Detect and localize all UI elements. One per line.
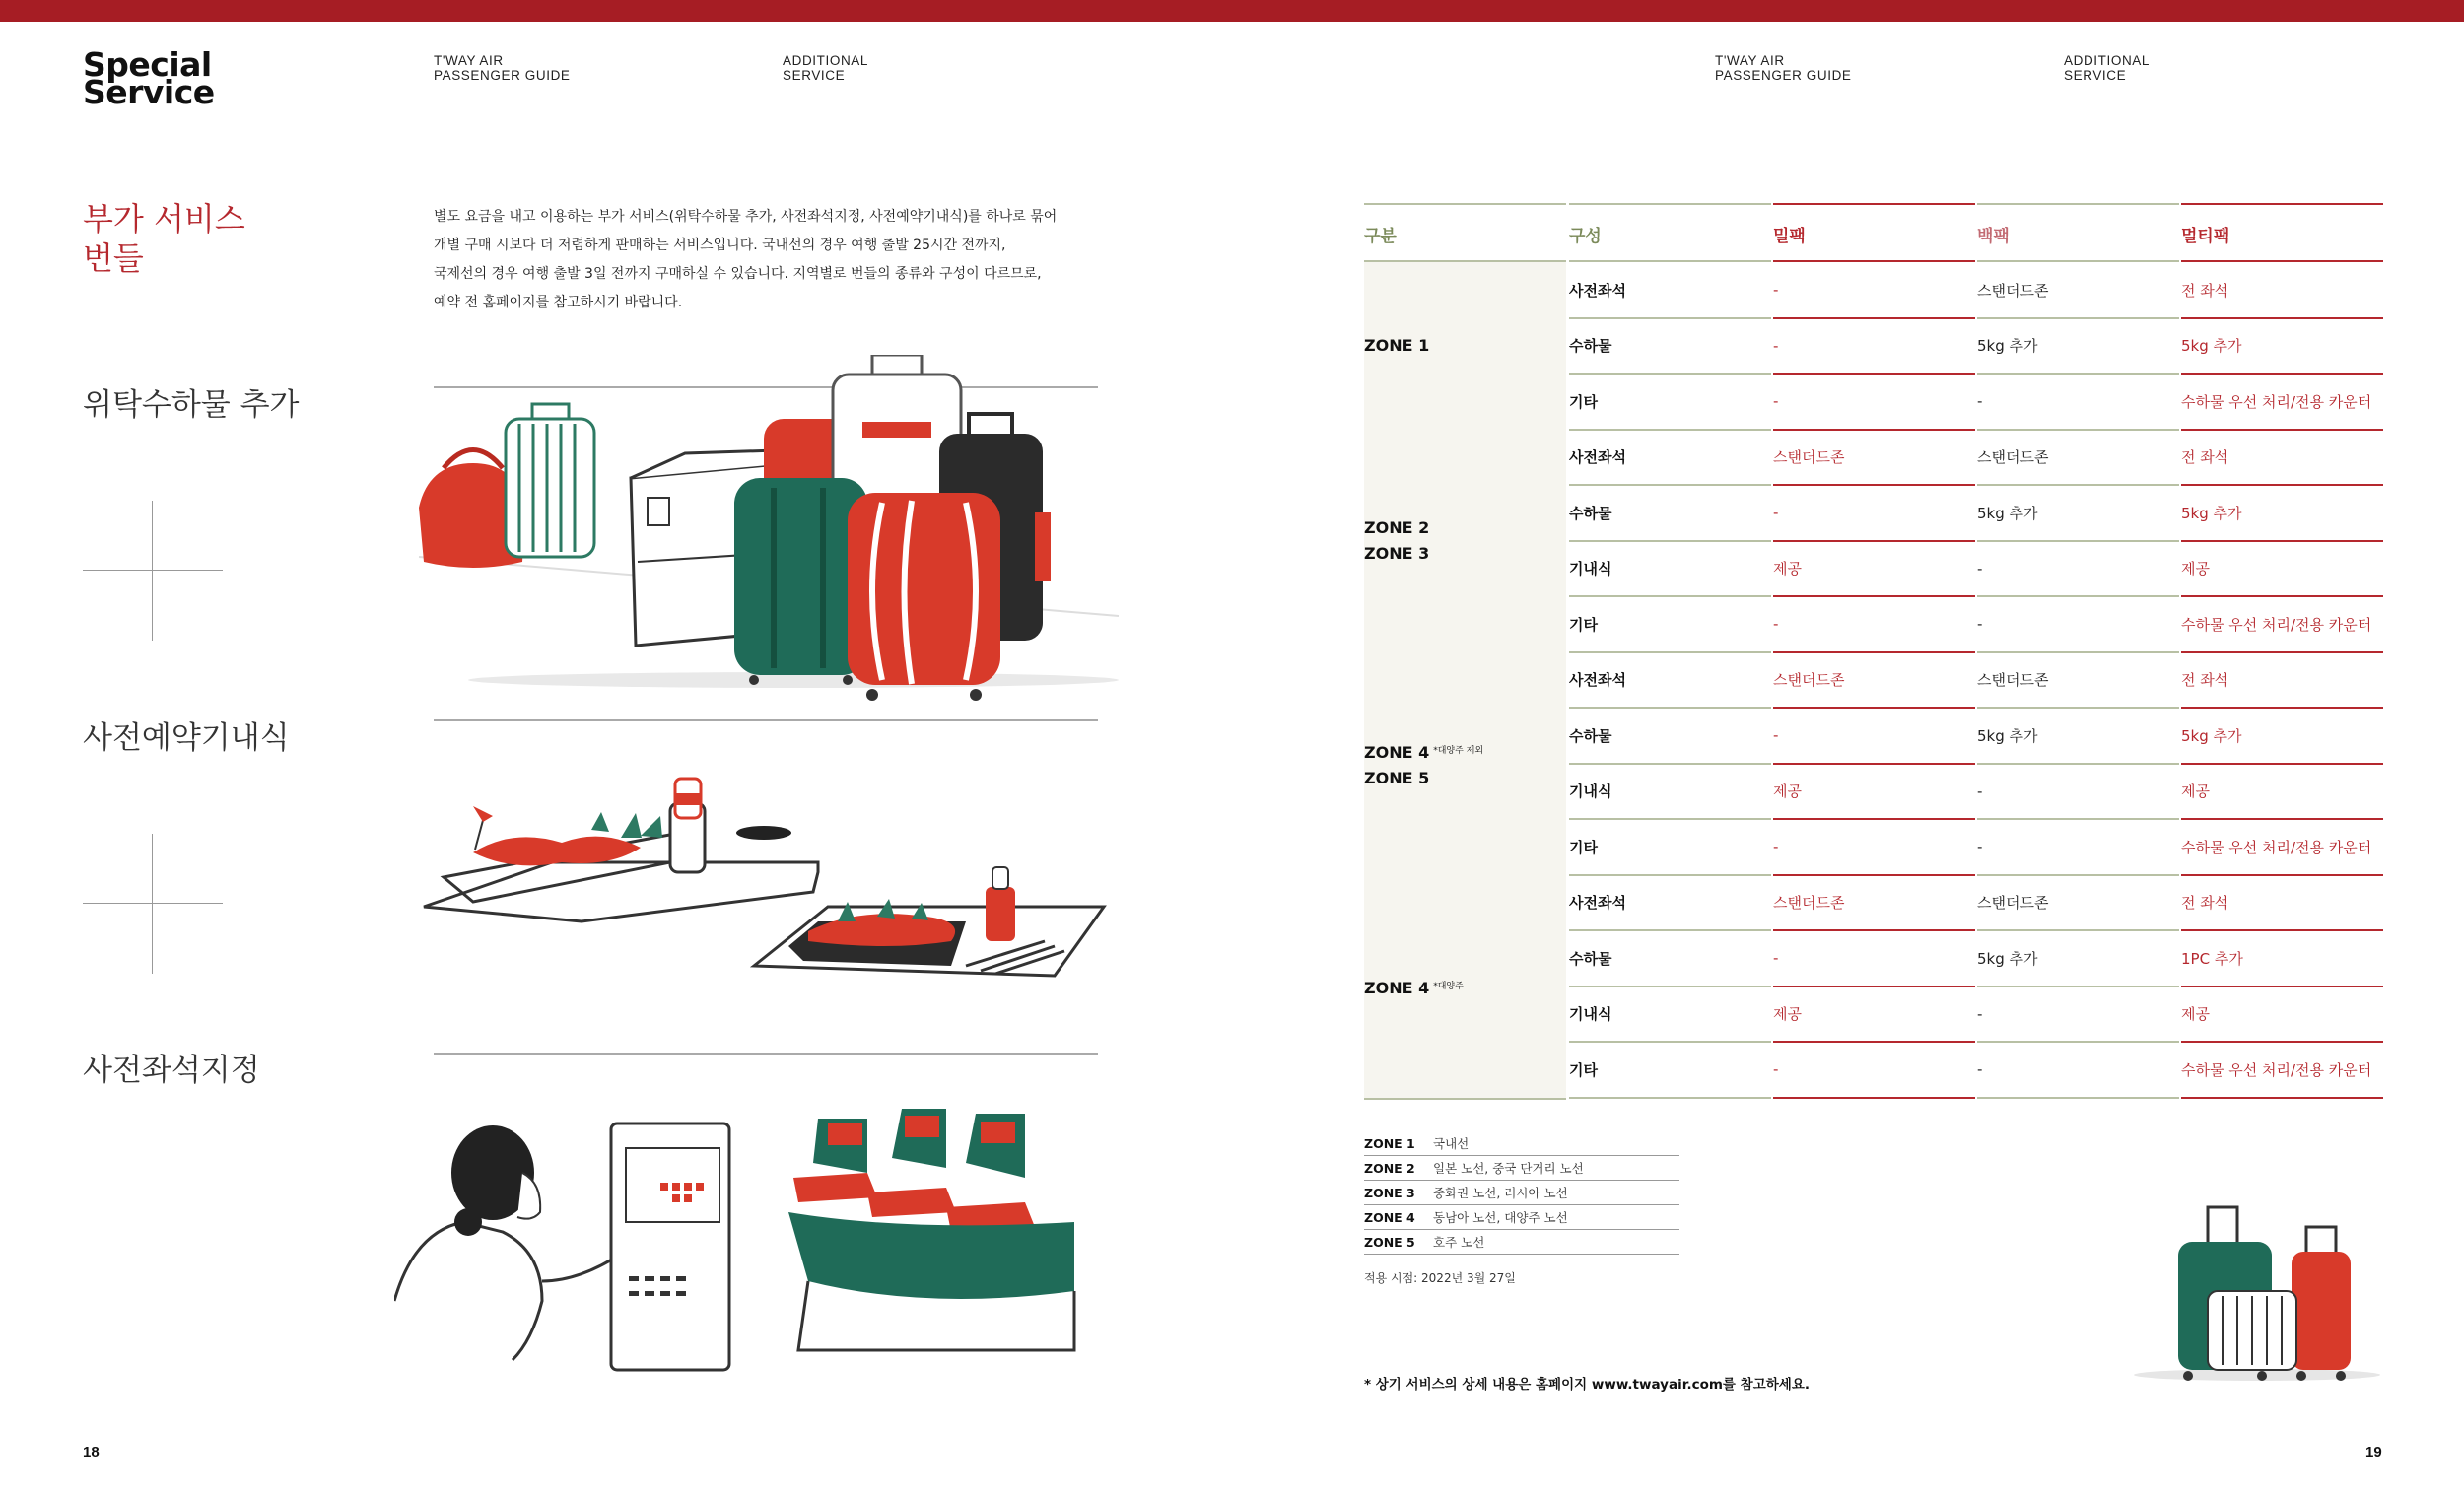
legend-row bbox=[1364, 1205, 1679, 1230]
table-cell: 기타 bbox=[1569, 615, 1598, 634]
table-cell: 수하물 우선 처리/전용 카운터 bbox=[2181, 838, 2372, 856]
zone-name: ZONE 4 bbox=[1364, 978, 1430, 997]
table-cell: 기타 bbox=[1569, 1060, 1598, 1079]
table-cell: 제공 bbox=[1773, 560, 1802, 579]
table-cell: 5kg 추가 bbox=[1977, 337, 2038, 356]
row-rule bbox=[2181, 1097, 2383, 1099]
zone-legend bbox=[1364, 1131, 1679, 1255]
cross-divider bbox=[83, 570, 223, 571]
table-cell: - bbox=[1977, 615, 1983, 634]
table-cell: - bbox=[1977, 1004, 1983, 1023]
table-cell: 스탠더드존 bbox=[1977, 894, 2049, 913]
table-cell: - bbox=[1773, 615, 1779, 634]
zone-name: ZONE 4 bbox=[1364, 742, 1430, 762]
cross-divider bbox=[152, 834, 153, 974]
table-cell: 사전좌석 bbox=[1569, 671, 1626, 690]
zone-label bbox=[1364, 738, 1483, 791]
table-cell: - bbox=[1977, 392, 1983, 411]
table-cell: 스탠더드존 bbox=[1977, 671, 2049, 690]
legend-desc: 호주 노선 bbox=[1433, 1235, 1485, 1250]
table-cell: 사전좌석 bbox=[1569, 894, 1626, 913]
table-cell: - bbox=[1773, 726, 1779, 745]
service-title-seat: 사전좌석지정 bbox=[83, 1053, 260, 1088]
table-header-cell: 구성 bbox=[1569, 226, 1602, 246]
page-number-left: 18 bbox=[83, 1444, 100, 1461]
table-cell: 제공 bbox=[1773, 1005, 1802, 1024]
table-cell: 제공 bbox=[2181, 783, 2210, 801]
table-cell: 기타 bbox=[1569, 392, 1598, 411]
table-cell: 스탠더드존 bbox=[1773, 448, 1845, 467]
table-cell: - bbox=[1773, 336, 1779, 355]
header-section-left: ADDITIONAL SERVICE bbox=[783, 53, 869, 83]
zone-label-line bbox=[1364, 541, 1429, 567]
intro-paragraph: 별도 요금을 내고 이용하는 부가 서비스(위탁수하물 추가, 사전좌석지정, 사전예약기내식)를 하나로 묶어 개별 구매 시보다 더 저렴하게 판매하는 서비스입니다. 국내선의 경우 여행 출발 25시간 전까지, 국제선의 경우 여행 출발 3일 전까지 구매하실 수 있습니다. 지역별로 번들의 종류와 구성이 다르므로, 예약 전 홈페이지를 참고하시기 바랍니다. bbox=[434, 209, 1058, 310]
zone-note: *대양주 제외 bbox=[1433, 745, 1484, 756]
legend-zone: ZONE 5 bbox=[1364, 1234, 1415, 1250]
table-cell: 5kg 추가 bbox=[1977, 504, 2038, 522]
table-cell: 스탠더드존 bbox=[1977, 281, 2049, 300]
table-cell: 기내식 bbox=[1569, 1005, 1612, 1024]
table-cell: 5kg 추가 bbox=[2181, 726, 2242, 745]
table-cell: 전 좌석 bbox=[2181, 671, 2229, 690]
table-cell: 전 좌석 bbox=[2181, 281, 2229, 300]
legend-zone: ZONE 1 bbox=[1364, 1135, 1415, 1151]
table-cell: 스탠더드존 bbox=[1773, 671, 1845, 690]
row-rule bbox=[1773, 1097, 1975, 1099]
table-cell: 사전좌석 bbox=[1569, 448, 1626, 467]
table-cell: - bbox=[1977, 559, 1983, 578]
zone-name: ZONE 3 bbox=[1364, 543, 1430, 563]
legend-desc: 일본 노선, 중국 단거리 노선 bbox=[1433, 1161, 1584, 1176]
table-cell: - bbox=[1773, 949, 1779, 968]
table-cell: 수하물 bbox=[1569, 726, 1612, 745]
table-cell: 사전좌석 bbox=[1569, 281, 1626, 300]
cross-divider bbox=[152, 501, 153, 641]
zone-label-line bbox=[1364, 515, 1429, 541]
row-rule bbox=[1569, 1097, 1771, 1099]
table-cell: 제공 bbox=[1773, 783, 1802, 801]
zone-rule bbox=[1364, 1098, 1566, 1100]
table-cell: 5kg 추가 bbox=[1977, 726, 2038, 745]
header-section-right: ADDITIONAL SERVICE bbox=[2064, 53, 2151, 83]
legend-desc: 동남아 노선, 대양주 노선 bbox=[1433, 1210, 1568, 1225]
table-cell: 기내식 bbox=[1569, 783, 1612, 801]
row-rule bbox=[1977, 1097, 2179, 1099]
table-cell: - bbox=[1773, 392, 1779, 411]
table-cell: 수하물 bbox=[1569, 949, 1612, 968]
zone-name: ZONE 2 bbox=[1364, 517, 1430, 537]
legend-zone: ZONE 4 bbox=[1364, 1209, 1415, 1225]
table-cell: 전 좌석 bbox=[2181, 894, 2229, 913]
table-header-cell: 백팩 bbox=[1977, 226, 2010, 246]
table-header-cell: 밀팩 bbox=[1773, 226, 1806, 246]
header-guide-left: T'WAY AIR PASSENGER GUIDE bbox=[434, 53, 571, 83]
table-cell: 수하물 우선 처리/전용 카운터 bbox=[2181, 392, 2372, 411]
footnote: * 상기 서비스의 상세 내용은 홈페이지 www.twayair.com를 참고하세요. bbox=[1364, 1377, 1810, 1393]
section-rule bbox=[434, 719, 1098, 721]
legend-row bbox=[1364, 1156, 1679, 1181]
small-luggage-illustration bbox=[2129, 1192, 2385, 1390]
legend-desc: 국내선 bbox=[1433, 1136, 1470, 1151]
top-accent-bar bbox=[0, 0, 2464, 22]
luggage-illustration bbox=[399, 355, 1129, 710]
legend-row bbox=[1364, 1230, 1679, 1255]
zone-label-line bbox=[1364, 333, 1429, 359]
legend-desc: 중화권 노선, 러시아 노선 bbox=[1433, 1186, 1568, 1200]
table-cell: 기내식 bbox=[1569, 560, 1612, 579]
zone-name: ZONE 1 bbox=[1364, 335, 1430, 355]
zone-label bbox=[1364, 515, 1429, 567]
zone-label-line bbox=[1364, 766, 1483, 791]
page-number-right: 19 bbox=[2365, 1444, 2382, 1461]
table-cell: 제공 bbox=[2181, 560, 2210, 579]
zone-label-line bbox=[1364, 974, 1464, 1001]
table-cell: - bbox=[1977, 782, 1983, 800]
brand-title: Special Service bbox=[83, 45, 215, 111]
table-cell: - bbox=[1773, 504, 1779, 522]
legend-row bbox=[1364, 1181, 1679, 1205]
zone-label bbox=[1364, 974, 1464, 1001]
cross-divider bbox=[83, 903, 223, 904]
table-header-cell: 멀티팩 bbox=[2181, 226, 2230, 246]
table-cell: 5kg 추가 bbox=[2181, 337, 2242, 356]
table-cell: - bbox=[1773, 838, 1779, 856]
table-cell: - bbox=[1977, 1060, 1983, 1079]
table-header-cell: 구분 bbox=[1364, 226, 1397, 246]
table-cell: 1PC 추가 bbox=[2181, 949, 2243, 968]
zone-name: ZONE 5 bbox=[1364, 768, 1430, 787]
table-cell: 제공 bbox=[2181, 1005, 2210, 1024]
legend-zone: ZONE 2 bbox=[1364, 1160, 1415, 1176]
zone-label-line bbox=[1364, 738, 1483, 766]
table-cell: - bbox=[1773, 1060, 1779, 1079]
table-cell: - bbox=[1773, 281, 1779, 300]
seat-selection-illustration bbox=[394, 1104, 1104, 1380]
table-cell: 기타 bbox=[1569, 838, 1598, 856]
table-cell: 수하물 bbox=[1569, 337, 1612, 356]
in-flight-meal-illustration bbox=[414, 759, 1124, 1015]
section-rule bbox=[434, 1053, 1098, 1055]
table-cell: 스탠더드존 bbox=[1773, 894, 1845, 913]
legend-zone: ZONE 3 bbox=[1364, 1185, 1415, 1200]
zone-label bbox=[1364, 333, 1429, 359]
zone-note: *대양주 bbox=[1433, 981, 1464, 991]
table-cell: 수하물 bbox=[1569, 504, 1612, 522]
table-cell: 수하물 우선 처리/전용 카운터 bbox=[2181, 1060, 2372, 1079]
table-cell: - bbox=[1977, 838, 1983, 856]
effective-date: 적용 시점: 2022년 3월 27일 bbox=[1364, 1271, 1516, 1285]
table-cell: 5kg 추가 bbox=[2181, 504, 2242, 522]
service-title-baggage: 위탁수하물 추가 bbox=[83, 387, 300, 423]
legend-row bbox=[1364, 1131, 1679, 1156]
table-cell: 5kg 추가 bbox=[1977, 949, 2038, 968]
bundles-title: 부가 서비스 번들 bbox=[83, 200, 245, 277]
table-cell: 전 좌석 bbox=[2181, 448, 2229, 467]
table-cell: 수하물 우선 처리/전용 카운터 bbox=[2181, 615, 2372, 634]
service-title-meal: 사전예약기내식 bbox=[83, 720, 290, 756]
header-guide-right: T'WAY AIR PASSENGER GUIDE bbox=[1715, 53, 1852, 83]
table-cell: 스탠더드존 bbox=[1977, 448, 2049, 467]
